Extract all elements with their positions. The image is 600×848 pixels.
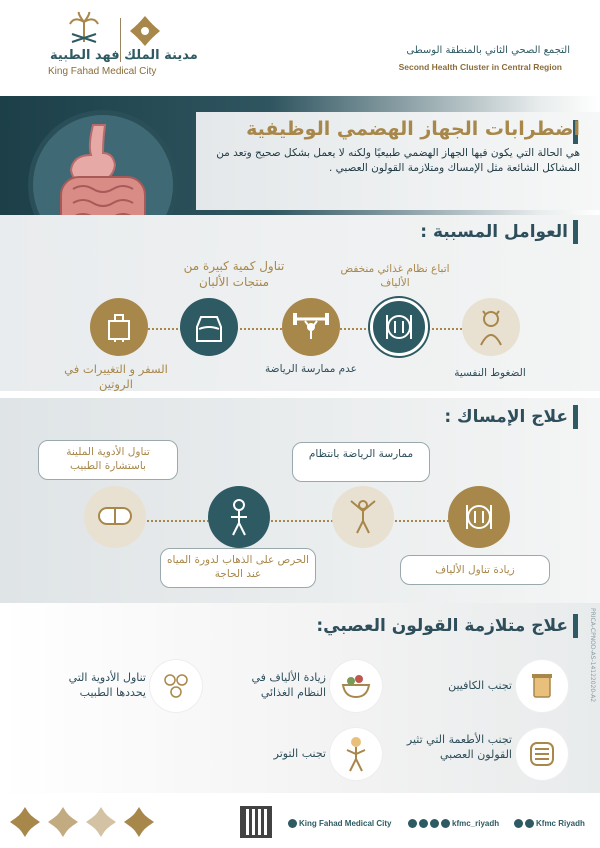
footer-website-text: King Fahad Medical City <box>299 819 392 828</box>
side-code: PRICA-CPNOD-AS-14122020-A2 <box>589 608 596 703</box>
ibs-meds-circle <box>150 660 202 712</box>
footer-handle-2: Kfmc Riyadh <box>536 819 585 828</box>
kfmc-star-logo <box>128 14 162 48</box>
cause-label-no-exercise: عدم ممارسة الرياضة <box>265 363 357 375</box>
plate-cutlery-icon <box>461 499 497 535</box>
cause-stress <box>462 298 520 356</box>
footer-website[interactable] <box>288 819 391 828</box>
cause-label-low-fiber: اتباع نظام غذائي منخفض الألياف <box>340 263 450 289</box>
ibs-title-marker <box>573 614 578 638</box>
ibs-caffeine-circle <box>516 660 568 712</box>
ibs-label-trigger-foods: تجنب الأطعمة التي تثير القولون العصبي <box>406 733 512 761</box>
ibs-stress-circle <box>330 728 382 780</box>
constipation-box-toilet <box>160 548 316 588</box>
salad-bowl-icon <box>339 671 373 701</box>
cause-label-stress: الضغوط النفسية <box>454 367 526 379</box>
twitter-icon <box>430 819 439 828</box>
ibs-label-stress: تجنب التوتر <box>273 747 326 760</box>
ibs-label-fiber: زيادة الألياف في النظام الغذائي <box>251 671 326 699</box>
intro-title: اضطرابات الجهاز الهضمي الوظيفية <box>246 118 580 140</box>
cause-label-dairy: تناول كمية كبيرة من منتجات الألبان <box>183 259 285 289</box>
intestine-icon <box>527 739 557 769</box>
ibs-title: علاج متلازمة القولون العصبي: <box>316 616 568 636</box>
kfmc-english-name: King Fahad Medical City <box>48 66 157 77</box>
constipation-exercise <box>332 486 394 548</box>
weightlifting-icon <box>291 309 331 345</box>
cause-no-exercise <box>282 298 340 356</box>
milk-icon <box>191 309 227 345</box>
cause-label-travel: السفر و التغييرات في الروتين <box>64 362 168 391</box>
causes-title: العوامل المسببة : <box>420 222 568 242</box>
constipation-label-exercise: ممارسة الرياضة بانتظام <box>308 448 414 460</box>
instagram-icon <box>419 819 428 828</box>
ibs-fiber-circle <box>330 660 382 712</box>
constipation-laxatives <box>84 486 146 548</box>
causes-title-marker <box>573 220 578 244</box>
cause-dairy <box>180 298 238 356</box>
ibs-trigger-foods-circle <box>516 728 568 780</box>
snapchat-icon <box>408 819 417 828</box>
ibs-label-meds: تناول الأدوية التي يحددها الطبيب <box>68 671 146 699</box>
constipation-box-fiber <box>400 555 550 585</box>
constipation-label-laxatives: تناول الأدوية الملينة باستشارة الطبيب <box>66 446 150 472</box>
constipation-timeline <box>100 520 500 522</box>
exercise-icon <box>345 497 381 537</box>
footer-social-2[interactable] <box>514 819 585 828</box>
person-icon <box>221 497 257 537</box>
pills-icon <box>160 670 192 702</box>
constipation-box-exercise <box>292 442 430 482</box>
ibs-label-caffeine: تجنب الكافيين <box>448 679 512 692</box>
constipation-title: علاج الإمساك : <box>444 407 568 427</box>
youtube-icon <box>441 819 450 828</box>
constipation-label-fiber: زيادة تناول الألياف <box>435 564 515 576</box>
plate-cutlery-icon <box>381 309 417 345</box>
cause-travel <box>90 298 148 356</box>
constipation-label-toilet: الحرص على الذهاب لدورة المياه عند الحاجة <box>167 554 309 580</box>
constipation-toilet <box>208 486 270 548</box>
globe-icon <box>288 819 297 828</box>
constipation-box-laxatives <box>38 440 178 480</box>
stressed-person-icon <box>341 734 371 774</box>
footer-social-1[interactable] <box>408 819 499 828</box>
facebook-icon <box>514 819 523 828</box>
intro-description: هي الحالة التي يكون فيها الجهاز الهضمي طبيعيًا ولكنه لا يعمل بشكل صحيح وتعد من المشاكل الشائعة مثل الإمساك ومتلازمة القولون العصبي . <box>216 147 580 174</box>
constipation-title-marker <box>573 405 578 429</box>
footer-pattern <box>8 805 156 839</box>
cause-low-fiber <box>370 298 428 356</box>
kfmc-arabic-name: مدينة الملك فهد الطبية <box>50 48 198 63</box>
coffee-cup-icon <box>529 671 555 701</box>
pill-icon <box>95 502 135 532</box>
linkedin-icon <box>525 819 534 828</box>
constipation-fiber <box>448 486 510 548</box>
footer-handle-1: kfmc_riyadh <box>452 819 500 828</box>
stress-icon <box>473 307 509 347</box>
qr-code[interactable] <box>240 806 272 838</box>
kfmc-palm-logo <box>66 12 102 46</box>
cluster-english-name: Second Health Cluster in Central Region <box>398 62 562 72</box>
cluster-arabic-name: التجمع الصحي الثاني بالمنطقة الوسطى <box>406 45 570 56</box>
luggage-icon <box>101 309 137 345</box>
